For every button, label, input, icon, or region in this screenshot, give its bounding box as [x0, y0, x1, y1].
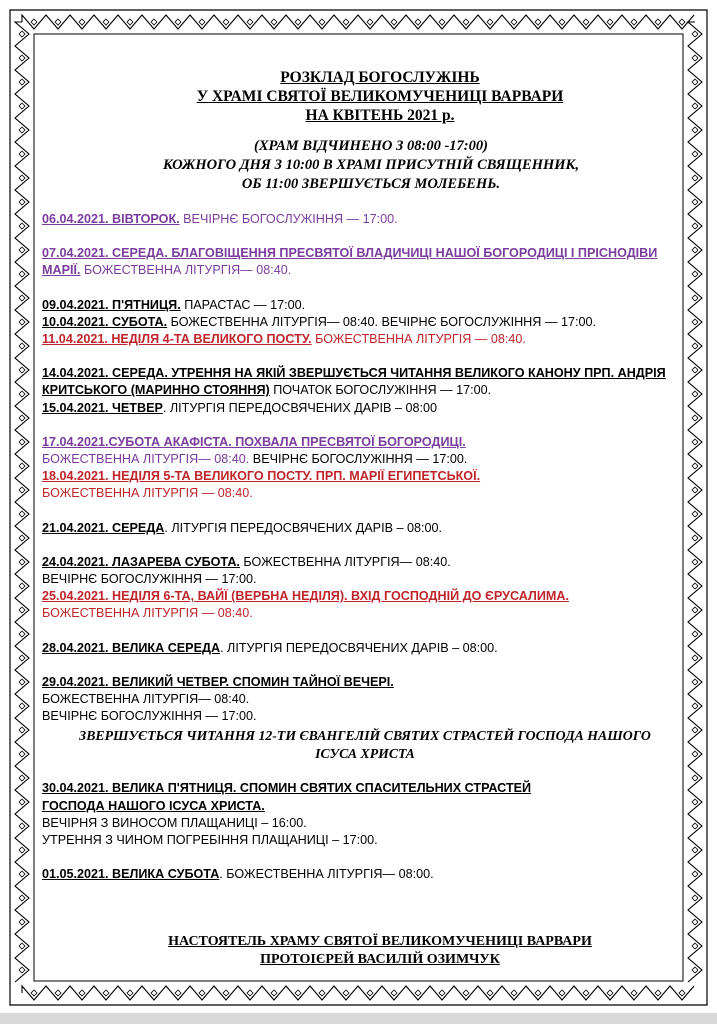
note-line-3: ОБ 11:00 ЗВЕРШУЄТЬСЯ МОЛЕБЕНЬ.: [241, 176, 501, 192]
note-line-2: КОЖНОГО ДНЯ З 10:00 В ХРАМІ ПРИСУТНІЙ СВЯЩЕННИК,: [162, 157, 580, 173]
entry-service: БОЖЕСТВЕННА ЛІТУРГІЯ — 08:40.: [42, 606, 253, 621]
title-line-3: НА КВІТЕНЬ 2021 р.: [305, 107, 455, 124]
schedule-entries: [42, 211, 670, 883]
entry-service-evening: ВЕЧІРНЄ БОГОСЛУЖІННЯ — 17:00.: [42, 572, 257, 587]
entry-service-evening: ВЕЧІРНЄ БОГОСЛУЖІННЯ — 17:00.: [42, 709, 257, 724]
entry-service-matins: УТРЕННЯ З ЧИНОМ ПОГРЕБІННЯ ПЛАЩАНИЦІ – 17:00.: [42, 833, 378, 848]
entry-date-heading: 01.05.2021. ВЕЛИКА СУБОТА: [42, 867, 220, 882]
entry-09-11-04: [42, 297, 670, 349]
entry-10-04: [42, 314, 670, 331]
entry-service: БОЖЕСТВЕННА ЛІТУРГІЯ— 08:40. ВЕЧІРНЄ БОГОСЛУЖІННЯ — 17:00.: [167, 314, 596, 329]
entry-service: . ЛІТУРГІЯ ПЕРЕДОСВЯЧЕНИХ ДАРІВ – 08:00.: [220, 640, 498, 655]
entry-service: БОЖЕСТВЕННА ЛІТУРГІЯ— 08:40.: [239, 554, 451, 569]
rector-title: НАСТОЯТЕЛЬ ХРАМУ СВЯТОЇ ВЕЛИКОМУЧЕНИЦІ ВАРВАРИ: [168, 934, 592, 949]
opening-hours-note: [72, 137, 670, 194]
entry-29-04: [42, 674, 670, 764]
entry-24-25-04: [42, 554, 670, 623]
title-line-2: У ХРАМІ СВЯТОЇ ВЕЛИКОМУЧЕНИЦІ ВАРВАРИ: [196, 88, 564, 105]
gospels-reading-note: ЗВЕРШУЄТЬСЯ ЧИТАННЯ 12-ТИ ЄВАНГЕЛІЙ СВЯТИХ СТРАСТЕЙ ГОСПОДА НАШОГО ІСУСА ХРИСТА: [79, 728, 651, 762]
entry-date-heading: 25.04.2021. НЕДІЛЯ 6-ТА, ВАЙЇ (ВЕРБНА НЕДІЛЯ). ВХІД ГОСПОДНІЙ ДО ЄРУСАЛИМА.: [42, 589, 569, 604]
title-line-1: РОЗКЛАД БОГОСЛУЖІНЬ: [280, 69, 480, 86]
rector-name: ПРОТОІЄРЕЙ ВАСИЛІЙ ОЗИМЧУК: [260, 951, 500, 967]
entry-service: БОЖЕСТВЕННА ЛІТУРГІЯ— 08:40.: [80, 263, 292, 278]
entry-service: ПОЧАТОК БОГОСЛУЖІННЯ — 17:00.: [269, 383, 492, 398]
entry-21-04: [42, 520, 670, 537]
note-line-1: (ХРАМ ВІДЧИНЕНО З 08:00 -17:00): [254, 138, 488, 154]
document-title: [42, 68, 670, 125]
entry-service: БОЖЕСТВЕННА ЛІТУРГІЯ — 08:40.: [42, 486, 253, 501]
entry-date-heading: 30.04.2021. ВЕЛИКА П'ЯТНИЦЯ. СПОМИН СВЯТИХ СПАСИТЕЛЬНИХ СТРАСТЕЙ: [42, 781, 532, 796]
entry-date-heading: 18.04.2021. НЕДІЛЯ 5-ТА ВЕЛИКОГО ПОСТУ. ПРП. МАРІЇ ЕГИПЕТСЬКОЇ.: [42, 469, 481, 484]
entry-date-heading: 21.04.2021. СЕРЕДА: [42, 520, 165, 535]
entry-service: БОЖЕСТВЕННА ЛІТУРГІЯ— 08:40.: [42, 452, 250, 467]
entry-date-heading: 29.04.2021. ВЕЛИКИЙ ЧЕТВЕР. СПОМИН ТАЙНОЇ ВЕЧЕРІ.: [42, 674, 394, 689]
entry-service: ВЕЧІРНЄ БОГОСЛУЖІННЯ — 17:00.: [179, 212, 398, 226]
entry-date-heading-cont: ГОСПОДА НАШОГО ІСУСА ХРИСТА.: [42, 798, 265, 813]
entry-30-04: [42, 780, 670, 849]
entry-date-heading: 28.04.2021. ВЕЛИКА СЕРЕДА: [42, 640, 221, 655]
entry-service: . БОЖЕСТВЕННА ЛІТУРГІЯ— 08:00.: [219, 867, 434, 882]
entry-date-heading: 24.04.2021. ЛАЗАРЕВА СУБОТА.: [42, 554, 240, 569]
entry-date-heading: 14.04.2021. СЕРЕДА. УТРЕННЯ НА ЯКІЙ ЗВЕРШУЄТЬСЯ ЧИТАННЯ ВЕЛИКОГО КАНОНУ ПРП. АНДРІЯ КРИТСЬКОГО (МАРИННО СТОЯННЯ): [42, 366, 666, 398]
entry-14-04: [42, 365, 670, 399]
entry-date-heading: 11.04.2021. НЕДІЛЯ 4-ТА ВЕЛИКОГО ПОСТУ.: [42, 332, 312, 347]
entry-09-04: [42, 297, 670, 314]
entry-service: БОЖЕСТВЕННА ЛІТУРГІЯ— 08:40.: [42, 692, 250, 707]
entry-17-04: [42, 434, 670, 451]
entry-14-15-04: [42, 365, 670, 417]
schedule-sheet: [42, 68, 670, 900]
signature-block: [42, 933, 670, 968]
entry-service: ПАРАСТАС — 17:00.: [180, 297, 306, 312]
entry-service: . ЛІТУРГІЯ ПЕРЕДОСВЯЧЕНИХ ДАРІВ – 08:00.: [164, 520, 442, 535]
entry-07-04: [42, 245, 670, 279]
entry-01-05: [42, 866, 670, 883]
entry-date-heading: 17.04.2021.СУБОТА АКАФІСТА. ПОХВАЛА ПРЕСВЯТОЇ БОГОРОДИЦІ.: [42, 434, 466, 449]
entry-date-heading: 09.04.2021. П'ЯТНИЦЯ.: [42, 297, 181, 312]
entry-11-04: [42, 331, 670, 348]
entry-28-04: [42, 640, 670, 657]
entry-date-heading: 10.04.2021. СУБОТА.: [42, 314, 168, 329]
entry-service: БОЖЕСТВЕННА ЛІТУРГІЯ — 08:40.: [311, 332, 526, 347]
entry-date-heading: 06.04.2021. ВІВТОРОК.: [42, 212, 180, 226]
entry-service: ВЕЧІРНЯ З ВИНОСОМ ПЛАЩАНИЦІ – 16:00.: [42, 815, 307, 830]
entry-18-04: [42, 468, 670, 485]
entry-date-heading: 15.04.2021. ЧЕТВЕР: [42, 400, 163, 415]
entry-24-04: [42, 554, 670, 571]
entry-25-04: [42, 588, 670, 605]
entry-17-18-04: [42, 434, 670, 503]
entry-date-heading: 07.04.2021. СЕРЕДА. БЛАГОВІЩЕННЯ ПРЕСВЯТОЇ ВЛАДИЧИЦІ НАШОЇ БОГОРОДИЦІ І ПРІСНОДІВИ МАРІЇ.: [42, 246, 658, 278]
entry-06-04: [42, 211, 670, 228]
page-bottom-edge: [0, 1013, 717, 1024]
entry-service-evening: ВЕЧІРНЄ БОГОСЛУЖІННЯ — 17:00.: [249, 452, 468, 467]
entry-15-04: [42, 400, 670, 417]
entry-service: . ЛІТУРГІЯ ПЕРЕДОСВЯЧЕНИХ ДАРІВ – 08:00: [162, 400, 437, 415]
